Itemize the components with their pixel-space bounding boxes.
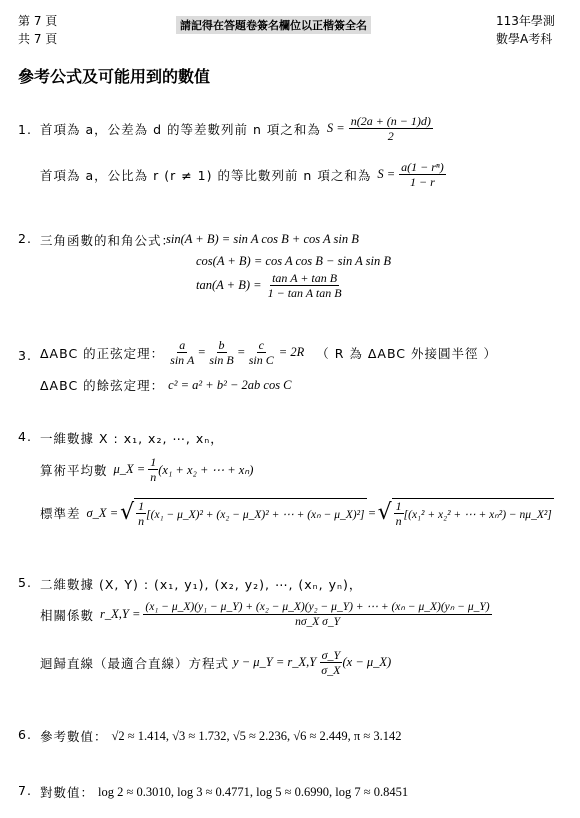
mean-lhs: μ_X = — [113, 462, 146, 476]
circumradius-note: （ R 為 ΔABC 外接圓半徑 ） — [316, 345, 497, 361]
fraction-numerator: n(2a + (n − 1)d) — [350, 114, 431, 128]
std-dev-sum-1: [(x₁ − μ_X)² + (x₂ − μ_X)² + ⋯ + (xₙ − μ_X)²] — [146, 508, 365, 521]
regression-row — [40, 648, 391, 677]
arithmetic-sum-text: 首項為 a，公差為 d 的等差數列前 n 項之和為 — [40, 121, 321, 137]
arithmetic-sum-row — [40, 114, 433, 143]
std-dev-label: 標準差 — [40, 506, 81, 521]
std-dev-sum-2: [(x₁² + x₂² + ⋯ + xₙ²) − nμ_X²] — [403, 508, 552, 521]
one-variable-data-label: 一維數據 X : x₁, x₂, ⋯, xₙ， — [40, 431, 224, 446]
reference-values: √2 ≈ 1.414, √3 ≈ 1.732, √5 ≈ 2.236, √6 ≈ 2.449, π ≈ 3.142 — [111, 728, 402, 743]
mean-fraction — [148, 455, 158, 484]
item-number: 2. — [18, 231, 32, 246]
two-variable-data-label: 二維數據 (X, Y) : (x₁, y₁), (x₂, y₂), ⋯, (xₙ, yₙ)， — [40, 577, 363, 592]
fraction-numerator: c — [258, 338, 264, 352]
fraction-numerator: b — [218, 338, 225, 352]
geometric-sum-fraction — [399, 160, 446, 189]
log-values-label: 對數值： — [40, 785, 95, 800]
std-dev-row — [40, 498, 554, 528]
std-dev-radical-2: √ $\frac{1}{n}$ [(x₁² + x₂² + ⋯ + xₙ²) − nμ_X²] — [377, 499, 552, 528]
cosine-law-formula: c² = a² + b² − 2ab cos C — [168, 377, 292, 392]
tan-sum-lhs: tan(A + B) = — [196, 278, 262, 292]
fraction-denominator: sin A — [170, 353, 195, 367]
item-number: 1. — [18, 122, 32, 137]
fraction-numerator: σ_Y — [321, 648, 341, 662]
correlation-row — [40, 600, 492, 629]
fraction-denominator: sin C — [248, 353, 274, 367]
correlation-fraction — [143, 600, 491, 629]
cos-sum-formula: cos(A + B) = cos A cos B − sin A sin B — [196, 254, 391, 268]
correlation-label: 相關係數 — [40, 607, 95, 623]
sin-sum-formula: sin(A + B) = sin A cos B + cos A sin B — [166, 232, 359, 246]
log-values-row — [40, 783, 408, 801]
arithmetic-sum-lhs: S = — [326, 121, 345, 135]
exam-subject: 數學A考科 — [496, 32, 553, 46]
sum-angle-label: 三角函數的和角公式： — [40, 233, 176, 248]
sine-law-b — [207, 338, 235, 367]
tan-sum-fraction — [266, 271, 344, 300]
std-dev-equals: = — [368, 505, 376, 520]
item-number: 3. — [18, 348, 32, 363]
reference-values-row — [40, 727, 401, 745]
mean-tail: (x₁ + x₂ + ⋯ + xₙ) — [158, 462, 254, 477]
item-number: 5. — [18, 575, 32, 590]
sine-law-c — [247, 338, 276, 367]
std-dev-lhs: σ_X = — [86, 505, 119, 520]
regression-fraction — [319, 648, 342, 677]
tan-sum-row — [196, 271, 344, 300]
geometric-sum-lhs: S = — [377, 167, 396, 181]
fraction-denominator: 1 − tan A tan B — [267, 286, 342, 300]
arithmetic-sum-fraction — [349, 114, 433, 143]
regression-tail: (x − μ_X) — [342, 655, 392, 669]
reference-values-label: 參考數值： — [40, 729, 108, 744]
mean-row — [40, 455, 253, 484]
fraction-denominator: 2 — [387, 129, 394, 143]
fraction-denominator: sin B — [209, 353, 234, 367]
page-number: 第 7 頁 — [18, 14, 58, 28]
geometric-sum-text: 首項為 a，公比為 r (r ≠ 1) 的等比數列前 n 項之和為 — [40, 167, 372, 183]
mean-label: 算術平均數 — [40, 462, 108, 478]
fraction-denominator: nσ_X σ_Y — [295, 616, 340, 628]
sine-law-a — [168, 338, 196, 367]
regression-label: 迴歸直線（最適合直線）方程式 — [40, 655, 230, 671]
log-values: log 2 ≈ 0.3010, log 3 ≈ 0.4771, log 5 ≈ 0.6990, log 7 ≈ 0.8451 — [98, 784, 409, 799]
exam-year: 113年學測 — [496, 14, 555, 28]
sine-law-row: ΔABC 的正弦定理： $\frac{a}{\text{sin A}}$ = $\frac{b}{\text{sin B}}$ = $\frac{c}{\text{sin C}}$ = 2R （ R 為 ΔABC 外接圓半徑 ） — [40, 338, 497, 367]
fraction-denominator: σ_X — [321, 663, 341, 677]
fraction-numerator: (x₁ − μ_X)(y₁ − μ_Y) + (x₂ − μ_X)(y₂ − μ_Y) + ⋯ + (xₙ − μ_X)(yₙ − μ_Y) — [145, 601, 490, 613]
item-number: 6. — [18, 727, 32, 742]
page-total: 共 7 頁 — [18, 32, 58, 46]
fraction-numerator: tan A + tan B — [272, 271, 338, 285]
correlation-lhs: r_X,Y = — [100, 607, 141, 621]
sine-law-label: ΔABC 的正弦定理： — [40, 345, 165, 361]
fraction-numerator: 1 — [150, 455, 157, 469]
sine-law-tail: = 2R — [278, 345, 305, 359]
item-number: 7. — [18, 783, 32, 798]
item-number: 4. — [18, 429, 32, 444]
signature-notice: 請記得在答題卷簽名欄位以正楷簽全名 — [176, 16, 371, 34]
cosine-law-row — [40, 376, 292, 394]
fraction-denominator: 1 − r — [410, 175, 435, 189]
cosine-law-label: ΔABC 的餘弦定理： — [40, 378, 165, 393]
fraction-denominator: n — [150, 470, 157, 484]
regression-lhs: y − μ_Y = r_X,Y — [233, 655, 317, 669]
std-dev-radical-1: √ $\frac{1}{n}$ [(x₁ − μ_X)² + (x₂ − μ_X)² + ⋯ + (xₙ − μ_X)²] — [120, 499, 365, 528]
page-title: 參考公式及可能用到的數值 — [18, 67, 211, 86]
geometric-sum-row — [40, 160, 446, 189]
fraction-numerator: a — [179, 338, 186, 352]
fraction-numerator: a(1 − rⁿ) — [401, 160, 444, 174]
